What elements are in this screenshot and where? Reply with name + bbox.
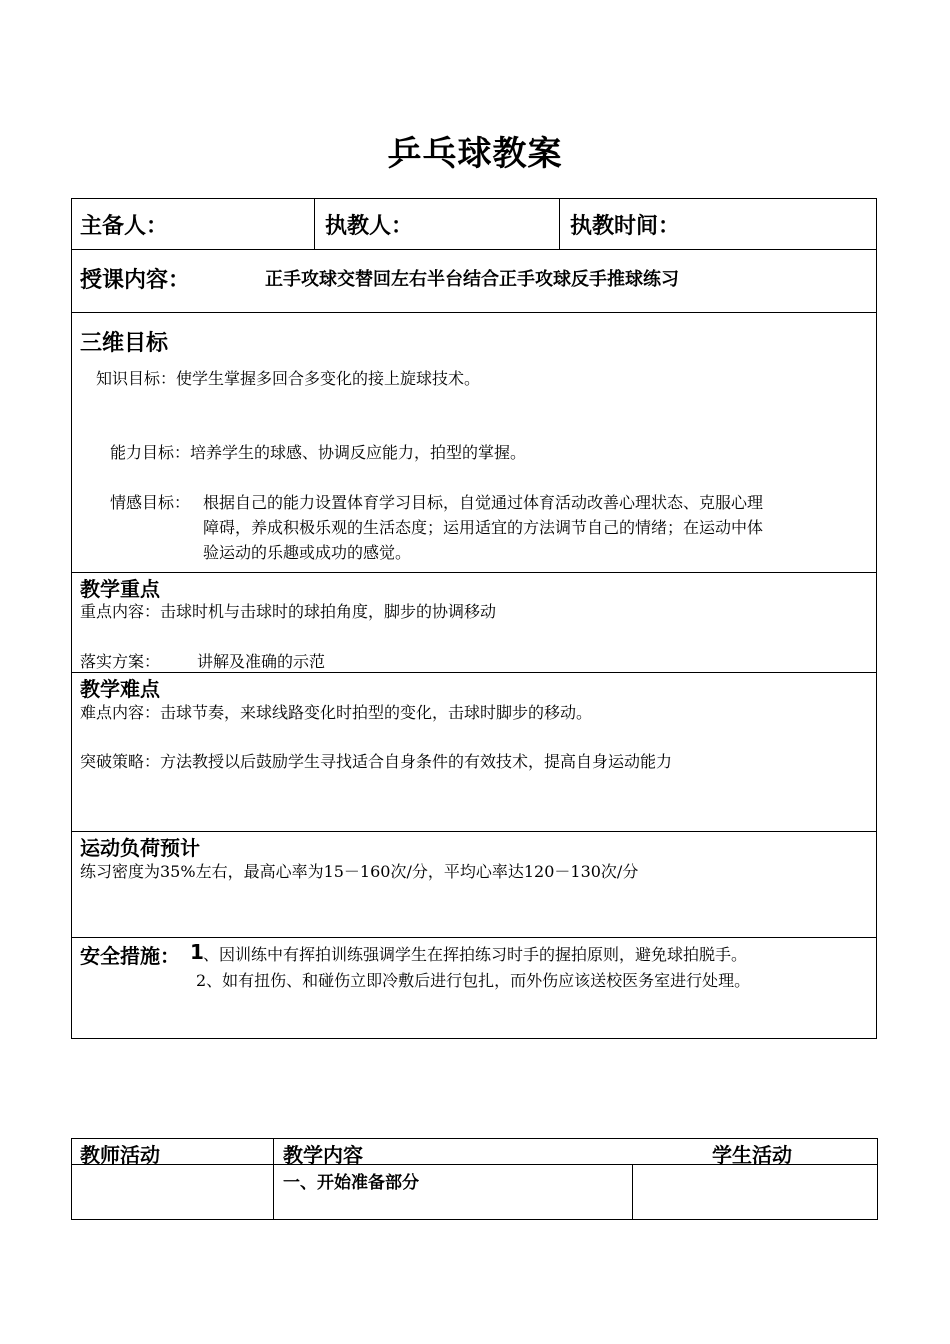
preparer-label: 主备人：	[80, 214, 169, 239]
lesson-content-value: 正手攻球交替回左右半台结合正手攻球反手推球练习	[265, 269, 679, 290]
ability-objective: 能力目标：培养学生的球感、协调反应能力，拍型的掌握。	[110, 443, 527, 462]
difficulties-content: 难点内容：击球节奏，来球线路变化时拍型的变化，击球时脚步的移动。	[80, 703, 593, 722]
teacher-label: 执教人：	[325, 214, 414, 239]
teaching-time-label: 执教时间：	[570, 214, 681, 239]
opening-section-label: 一、开始准备部分	[283, 1173, 419, 1193]
key-points-heading: 教学重点	[80, 577, 160, 601]
safety-label: 安全措施：	[80, 944, 180, 968]
row-divider	[71, 572, 877, 573]
objectives-heading: 三维目标	[80, 331, 169, 356]
load-heading: 运动负荷预计	[80, 836, 200, 860]
load-content: 练习密度为35%左右，最高心率为15－160次/分，平均心率达120－130次/分	[80, 862, 639, 881]
key-points-content: 重点内容：击球时机与击球时的球拍角度，脚步的协调移动	[80, 602, 497, 621]
emotion-objective-line: 根据自己的能力设置体育学习目标，自觉通过体育活动改善心理状态、克服心理	[203, 493, 764, 512]
row-divider	[71, 249, 877, 250]
lesson-content-label: 授课内容：	[80, 268, 191, 293]
emotion-objective-line: 障碍，养成积极乐观的生活态度；运用适宜的方法调节自己的情绪；在运动中体	[203, 518, 764, 537]
row-divider	[71, 937, 877, 938]
row-divider	[71, 672, 877, 673]
difficulties-heading: 教学难点	[80, 677, 160, 701]
safety-item-number: 1	[190, 940, 204, 964]
breakthrough-strategy: 突破策略：方法教授以后鼓励学生寻找适合自身条件的有效技术，提高自身运动能力	[80, 752, 673, 771]
implementation-plan-value: 讲解及准确的示范	[197, 652, 326, 671]
column-divider	[559, 198, 560, 249]
page-title: 乒乓球教案	[387, 134, 563, 174]
emotion-objective-line: 验运动的乐趣或成功的感觉。	[203, 543, 412, 562]
safety-item: 2、如有扭伤、和碰伤立即冷敷后进行包扎，而外伤应该送校医务室进行处理。	[196, 971, 751, 990]
implementation-plan-label: 落实方案：	[80, 652, 161, 671]
column-divider	[273, 1138, 274, 1220]
safety-item: 、因训练中有挥拍训练强调学生在挥拍练习时手的握拍原则，避免球拍脱手。	[203, 945, 748, 964]
column-divider	[314, 198, 315, 249]
column-divider	[632, 1164, 633, 1220]
knowledge-objective: 知识目标：使学生掌握多回合多变化的接上旋球技术。	[96, 369, 481, 388]
student-activity-header: 学生活动	[712, 1143, 792, 1167]
teacher-activity-header: 教师活动	[80, 1143, 160, 1167]
row-divider	[71, 312, 877, 313]
emotion-objective-label: 情感目标：	[110, 493, 191, 512]
teaching-content-header: 教学内容	[283, 1143, 363, 1167]
